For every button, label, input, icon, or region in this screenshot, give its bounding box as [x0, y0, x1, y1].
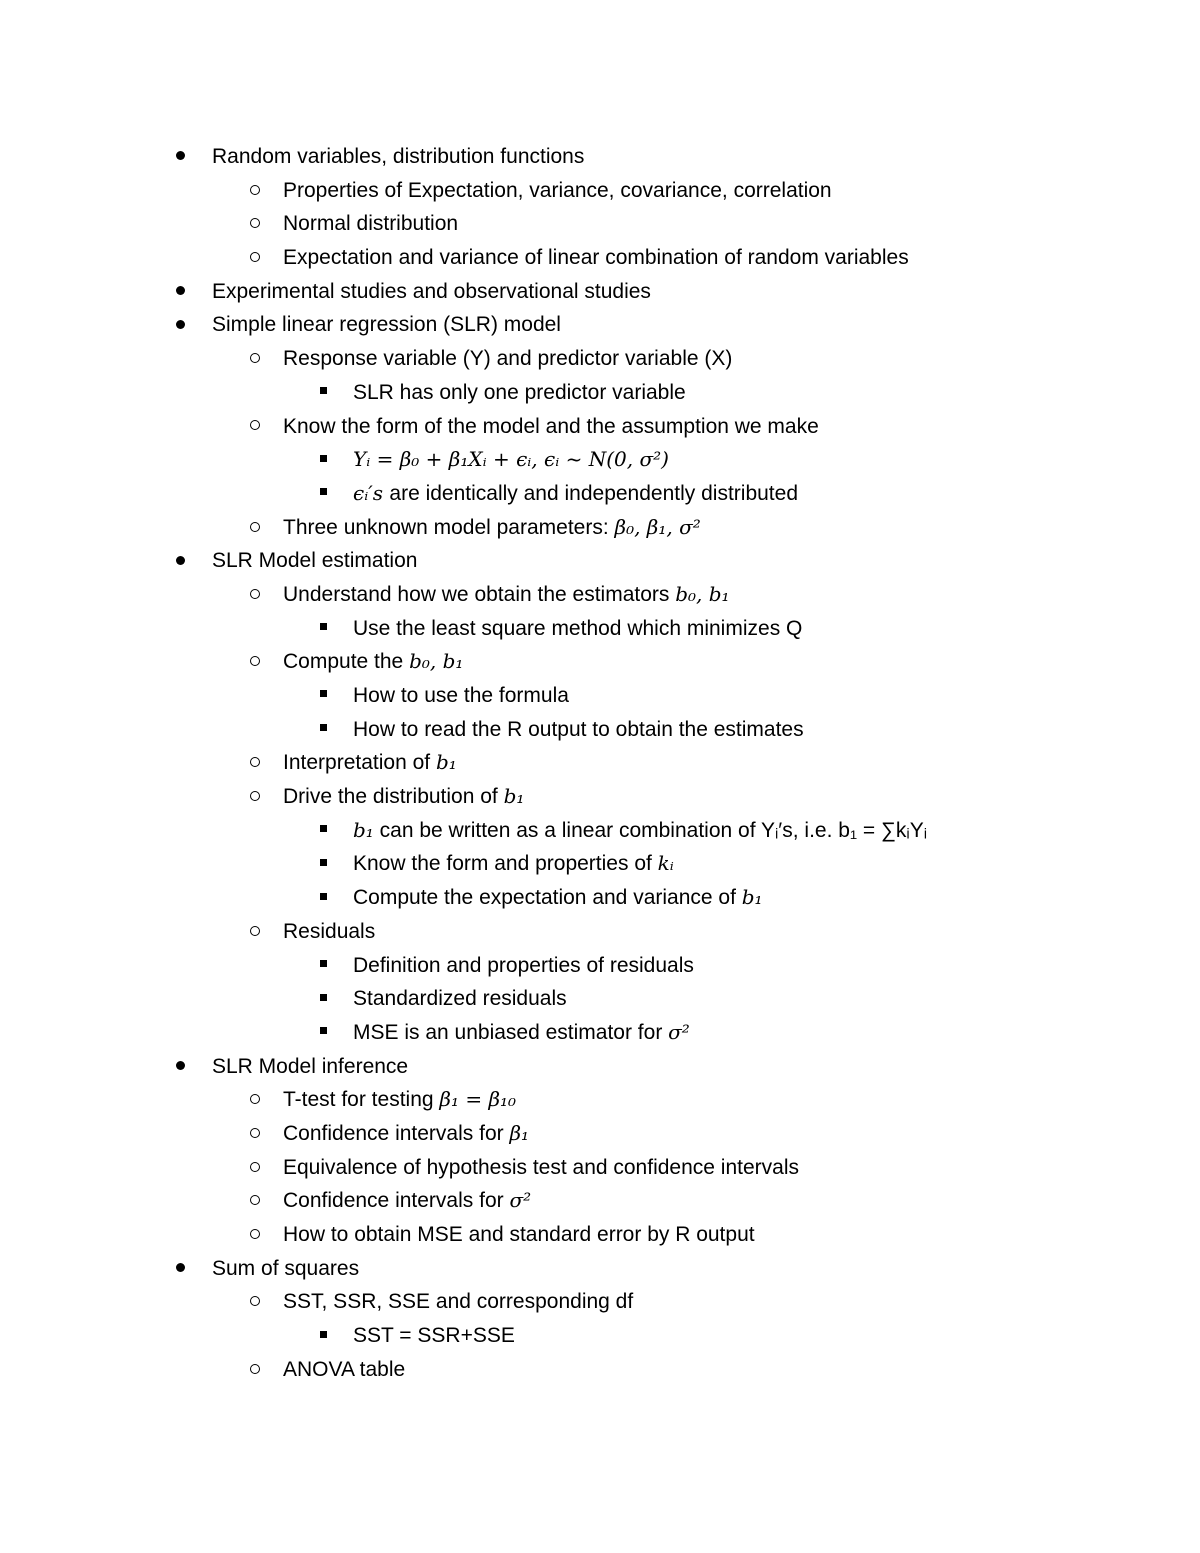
- outline-item: [0, 949, 1200, 983]
- outline-item-math: kᵢ: [657, 851, 674, 876]
- outline-item: [0, 814, 1200, 848]
- square-bullet-icon: [313, 1016, 333, 1050]
- square-bullet-icon: [313, 949, 333, 983]
- outline-item-text: Compute the expectation and variance of: [353, 886, 742, 910]
- outline-item: [0, 982, 1200, 1016]
- outline-item-text: Confidence intervals for: [283, 1121, 510, 1145]
- outline-item-content: [283, 1285, 633, 1319]
- disc-bullet-icon: [170, 308, 190, 342]
- circle-bullet-icon: [245, 174, 265, 208]
- outline-item-text: How to obtain MSE and standard error by R output: [283, 1223, 755, 1246]
- outline-item: [0, 275, 1200, 309]
- outline-item-content: [353, 1319, 515, 1353]
- circle-bullet-icon: [245, 645, 265, 679]
- outline-item: [0, 1353, 1200, 1387]
- disc-bullet-icon: [170, 1050, 190, 1084]
- outline-item-content: [283, 174, 832, 208]
- outline-item: [0, 1151, 1200, 1185]
- square-bullet-icon: [313, 847, 333, 881]
- outline-item-text: SLR Model estimation: [212, 549, 418, 573]
- outline-item-math: b₁: [741, 885, 763, 910]
- outline-item-content: [283, 1151, 799, 1185]
- outline-item-text: Use the least square method which minimizes Q: [353, 616, 803, 640]
- outline-item: [0, 140, 1200, 174]
- outline-item: [0, 511, 1200, 545]
- outline-item: [0, 1319, 1200, 1353]
- circle-bullet-icon: [245, 1151, 265, 1185]
- outline-item-text: T-test for testing: [283, 1088, 440, 1112]
- outline-item: [0, 780, 1200, 814]
- outline-item-content: [283, 645, 463, 679]
- outline-item-text: Simple linear regression (SLR) model: [212, 313, 561, 337]
- circle-bullet-icon: [245, 1218, 265, 1252]
- outline-item-text: ANOVA table: [283, 1357, 406, 1381]
- outline-item-content: [212, 275, 651, 309]
- disc-bullet-icon: [170, 1252, 190, 1286]
- outline-item-content: [283, 578, 730, 612]
- square-bullet-icon: [313, 443, 333, 477]
- outline-item-text: Confidence intervals for: [283, 1189, 510, 1213]
- outline-item: [0, 612, 1200, 646]
- outline-item-content: [283, 241, 909, 275]
- square-bullet-icon: [313, 477, 333, 511]
- outline-item-content: [353, 1016, 690, 1050]
- square-bullet-icon: [313, 814, 333, 848]
- square-bullet-icon: [313, 713, 333, 747]
- outline-item-content: [353, 713, 804, 747]
- outline-item-math: σ²: [668, 1019, 690, 1044]
- outline-item-text: Response variable (Y) and predictor variable (X): [283, 347, 733, 371]
- outline-item-content: [353, 612, 802, 646]
- disc-bullet-icon: [170, 275, 190, 309]
- square-bullet-icon: [313, 376, 333, 410]
- outline-item: [0, 308, 1200, 342]
- circle-bullet-icon: [245, 342, 265, 376]
- outline-item-text: How to read the R output to obtain the estimates: [353, 717, 804, 741]
- outline-item: [0, 1218, 1200, 1252]
- outline-item-content: [353, 679, 569, 713]
- outline-item-text: Understand how we obtain the estimators: [283, 582, 676, 606]
- outline-item: [0, 1016, 1200, 1050]
- square-bullet-icon: [313, 1319, 333, 1353]
- outline-item-text: SLR has only one predictor variable: [353, 380, 686, 404]
- outline-item-content: [283, 1184, 531, 1218]
- outline-item-content: [283, 1083, 516, 1117]
- outline-item-content: [283, 746, 457, 780]
- outline-item: [0, 1117, 1200, 1151]
- outline-item: [0, 1285, 1200, 1319]
- outline-item-math: b₁: [503, 784, 525, 809]
- outline-item: [0, 174, 1200, 208]
- outline-item: [0, 1252, 1200, 1286]
- outline-item: [0, 241, 1200, 275]
- outline-item-content: [283, 1218, 755, 1252]
- outline-item-text: Compute the: [283, 650, 410, 674]
- outline-item-text: Know the form and properties of: [353, 852, 658, 876]
- outline-item: [0, 1050, 1200, 1084]
- outline-item-content: [283, 511, 701, 545]
- outline-item-content: [353, 982, 567, 1016]
- outline-item-content: [353, 881, 763, 915]
- outline-item-text: Experimental studies and observational studies: [212, 279, 651, 303]
- outline-item-text: Residuals: [283, 919, 376, 943]
- circle-bullet-icon: [245, 1353, 265, 1387]
- outline-item-content: [212, 140, 584, 174]
- square-bullet-icon: [313, 982, 333, 1016]
- outline-item-text: Standardized residuals: [353, 987, 567, 1011]
- outline-item: [0, 679, 1200, 713]
- outline-item-content: [283, 780, 524, 814]
- outline-item-text: Equivalence of hypothesis test and confidence intervals: [283, 1155, 799, 1179]
- outline-item-math: ϵᵢ′s: [353, 480, 390, 505]
- outline-item-content: [212, 544, 417, 578]
- outline-item-text: SST, SSR, SSE and corresponding df: [283, 1290, 634, 1314]
- outline-item-content: [353, 949, 694, 983]
- circle-bullet-icon: [245, 1117, 265, 1151]
- outline-item-content: [212, 308, 561, 342]
- outline-item-math: Yᵢ = β₀ + β₁Xᵢ + ϵᵢ, ϵᵢ ~ N(0, σ²): [353, 447, 669, 472]
- outline-item-math: b₀, b₁: [675, 581, 730, 606]
- outline-item-text: Normal distribution: [283, 212, 459, 236]
- outline-item: [0, 1083, 1200, 1117]
- circle-bullet-icon: [245, 1083, 265, 1117]
- outline-item: [0, 1184, 1200, 1218]
- square-bullet-icon: [313, 881, 333, 915]
- outline-item: [0, 578, 1200, 612]
- outline-item-text: SLR Model inference: [212, 1054, 409, 1078]
- outline-item-content: [353, 847, 674, 881]
- outline-item: [0, 376, 1200, 410]
- outline-item: [0, 410, 1200, 444]
- outline-item-content: [283, 342, 732, 376]
- circle-bullet-icon: [245, 241, 265, 275]
- outline-item-text: How to use the formula: [353, 684, 569, 707]
- outline-item-text: Properties of Expectation, variance, covariance, correlation: [283, 178, 832, 202]
- outline-item-text: Random variables, distribution functions: [212, 145, 585, 168]
- disc-bullet-icon: [170, 544, 190, 578]
- outline-item-content: [353, 477, 798, 511]
- outline-item-content: [283, 1117, 529, 1151]
- outline-list: [0, 140, 1200, 1386]
- outline-item: [0, 207, 1200, 241]
- outline-item-content: [212, 1252, 359, 1286]
- circle-bullet-icon: [245, 410, 265, 444]
- outline-item-content: [283, 1353, 405, 1387]
- disc-bullet-icon: [170, 140, 190, 174]
- square-bullet-icon: [313, 612, 333, 646]
- outline-item-text: are identically and independently distributed: [389, 481, 798, 505]
- outline-item-content: [353, 443, 669, 477]
- outline-item: [0, 544, 1200, 578]
- outline-item-text: MSE is an unbiased estimator for: [353, 1020, 669, 1044]
- outline-item: [0, 746, 1200, 780]
- outline-item: [0, 342, 1200, 376]
- outline-item-math: b₁: [435, 750, 457, 775]
- square-bullet-icon: [313, 679, 333, 713]
- outline-item: [0, 847, 1200, 881]
- outline-item-content: [212, 1050, 408, 1084]
- outline-item-text: SST = SSR+SSE: [353, 1324, 515, 1348]
- circle-bullet-icon: [245, 780, 265, 814]
- outline-item-text: Expectation and variance of linear combination of random variables: [283, 246, 909, 270]
- outline-item-text: Definition and properties of residuals: [353, 953, 694, 977]
- circle-bullet-icon: [245, 578, 265, 612]
- outline-item: [0, 713, 1200, 747]
- circle-bullet-icon: [245, 1285, 265, 1319]
- circle-bullet-icon: [245, 207, 265, 241]
- outline-item: [0, 477, 1200, 511]
- circle-bullet-icon: [245, 915, 265, 949]
- circle-bullet-icon: [245, 511, 265, 545]
- circle-bullet-icon: [245, 746, 265, 780]
- outline-item-content: [283, 410, 819, 444]
- outline-item: [0, 645, 1200, 679]
- outline-item: [0, 915, 1200, 949]
- outline-item-content: [283, 207, 458, 241]
- outline-item-math: β₁: [509, 1120, 530, 1145]
- outline-item-math: σ²: [509, 1188, 532, 1213]
- outline-item-math: β₁ = β₁₀: [439, 1087, 517, 1112]
- outline-item-text: Interpretation of: [283, 751, 436, 775]
- outline-item-content: [283, 915, 375, 949]
- circle-bullet-icon: [245, 1184, 265, 1218]
- outline-item-text: Three unknown model parameters:: [283, 515, 615, 539]
- outline-item: [0, 881, 1200, 915]
- outline-item-text: can be written as a linear combination of Yᵢ′s, i.e. b₁ = ∑kᵢYᵢ: [373, 818, 928, 842]
- outline-item-text: Sum of squares: [212, 1256, 360, 1280]
- outline-item-math: β₀, β₁, σ²: [614, 514, 701, 539]
- outline-item-content: [353, 376, 686, 410]
- outline-item-math: b₁: [353, 817, 374, 842]
- outline-item-math: b₀, b₁: [409, 649, 464, 674]
- outline-item: [0, 443, 1200, 477]
- outline-item-text: Drive the distribution of: [283, 785, 504, 809]
- outline-item-text: Know the form of the model and the assumption we make: [283, 414, 819, 438]
- outline-item-content: [353, 814, 927, 848]
